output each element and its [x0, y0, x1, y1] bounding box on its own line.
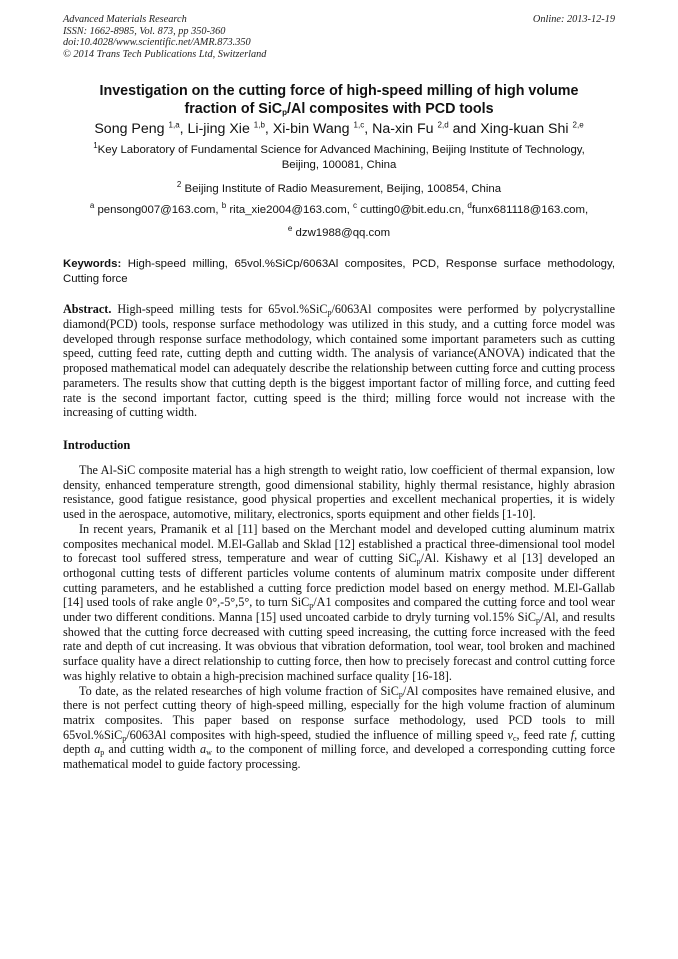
journal-header: [63, 14, 615, 60]
journal-doi: doi:10.4028/www.scientific.net/AMR.873.350: [63, 37, 251, 49]
online-date: Online: 2013-12-19: [532, 14, 615, 25]
paper-title: [63, 82, 615, 118]
journal-copyright: © 2014 Trans Tech Publications Ltd, Switzerland: [63, 48, 267, 60]
title-line-2: fraction of SiC$_p$/Al composites with PCD tools: [184, 101, 494, 118]
intro-paragraph-1: The Al-SiC composite material has a high strength to weight ratio, low coefficient of thermal expansion, low density, enhanced temperature strength, good dimensional stability, highly thermal resistance, highly abrasion resistance, good fatigue resistance, good physical properties and excellent mechanical properties, it is widely used in the aerospace, automotive, military, electronics, sports equipment and other fields [1-10].: [63, 463, 615, 522]
email-e[interactable]: dzw1988@qq.com: [295, 227, 391, 240]
keywords: [63, 257, 615, 287]
author-list: Song Peng $^{1,a}$, Li-jing Xie $^{1,b}$, Xi-bin Wang $^{1,c}$, Na-xin Fu $^{2,d}$ and Xing-kuan Shi $^{2,e}$: [94, 120, 584, 138]
abstract: Abstract. High-speed milling tests for 65vol.%SiC$_p$/6063Al composites were performed by polycrystalline diamond(PCD) tools, response surface methodology was utilized in this study, and a cutting force model was developed through response surface methodology, which contained some important parameters such as cutting speed, cutting feed rate, cutting depth and cutting width. The analysis of variance(ANOVA) indicated that the proposed mathematical model can adequately describe the relationship between cutting force and cutting process parameters. The results show that cutting depth is the biggest important factor of milling force, and cutting feed rate is the second important factor, cutting speed is the third; milling force would not increase with the increasing of cutting width.: [63, 302, 615, 420]
intro-paragraph-3: To date, as the related researches of high volume fraction of SiC$_p$/Al composites have remained elusive, and there is not perfect cutting theory of high-speed milling, especially for the high volume fraction of aluminum matrix composites. This paper based on response surface methodology, used PCD tools to mill 65vol.%SiC$_p$/6063Al composites with high-speed, studied the influence of milling speed $v_c$, feed rate f, cutting depth $a_p$ and cutting width $a_w$ to the component of milling force, and developed a corresponding cutting force mathematical model to guide factory processing.: [63, 683, 615, 772]
title-line-1: Investigation on the cutting force of high-speed milling of high volume: [99, 83, 579, 100]
email-c[interactable]: cutting0@bit.edu.cn: [360, 204, 462, 217]
journal-issn: ISSN: 1662-8985, Vol. 873, pp 350-360: [63, 25, 226, 37]
intro-paragraph-2: In recent years, Pramanik et al [11] based on the Merchant model and developed cutting aluminum matrix composites mechanical model. M.El-Gallab and Sklad [12] established a practical three-dimensional tool model to forecast tool suffered stress, temperature and wear of cutting SiC$_p$/Al. Kishawy et al [13] developed an orthogonal cutting tests of different particles volume contents of aluminum matrix composite under different cutting parameters, and he established a cutting force prediction model based on energy method. M.El-Gallab [14] used tools of rake angle 0°,-5°,5°, to turn SiC$_p$/A1 composites and compared the cutting force and tool wear under two different conditions. Manna [15] used uncoated carbide to dryly turning vol.15% SiC$_p$/Al, and results showed that the cutting force decreased with cutting speed increasing, the cutting force increased with the feed rate and depth of cut increasing. It was obvious that vibration deformation, tool wear, tool broken and machined surface quality have a direct relationship to cutting force, then how to precisely forecast and control cutting force was highly relative to obtain a high-precision machined surface quality [16-18].: [63, 521, 616, 683]
email-a[interactable]: pensong007@163.com: [97, 204, 216, 217]
section-heading-introduction: Introduction: [63, 438, 131, 452]
paper-page: [63, 14, 615, 772]
affiliation-2: $^2$ Beijing Institute of Radio Measurement, Beijing, 100854, China: [176, 180, 502, 196]
author-3: Xi-bin Wang: [272, 121, 350, 138]
abstract-label: Abstract.: [63, 302, 112, 317]
email-d[interactable]: funx681118@163.com: [471, 204, 585, 217]
author-1: Song Peng: [94, 121, 165, 138]
author-emails: $^a$ pensong007@163.com, $^b$ rita_xie2004@163.com, $^c$ cutting0@bit.edu.cn, $^d$funx681118@163.com, $^e$ dzw1988@qq.com: [89, 201, 589, 240]
author-4: Na-xin Fu: [372, 121, 434, 138]
journal-name: Advanced Materials Research: [63, 14, 187, 25]
email-b[interactable]: rita_xie2004@163.com: [229, 204, 347, 217]
author-5: Xing-kuan Shi: [480, 121, 569, 138]
author-2: Li-jing Xie: [187, 121, 250, 138]
keywords-text: High-speed milling, 65vol.%SiCp/6063Al composites, PCD, Response surface methodology, Cutting force: [63, 258, 616, 286]
keywords-label: Keywords:: [63, 258, 122, 271]
affiliation-1: $^1$Key Laboratory of Fundamental Science for Advanced Machining, Beijing Institute of Technology, Beijing, 100081, China: [93, 141, 585, 172]
